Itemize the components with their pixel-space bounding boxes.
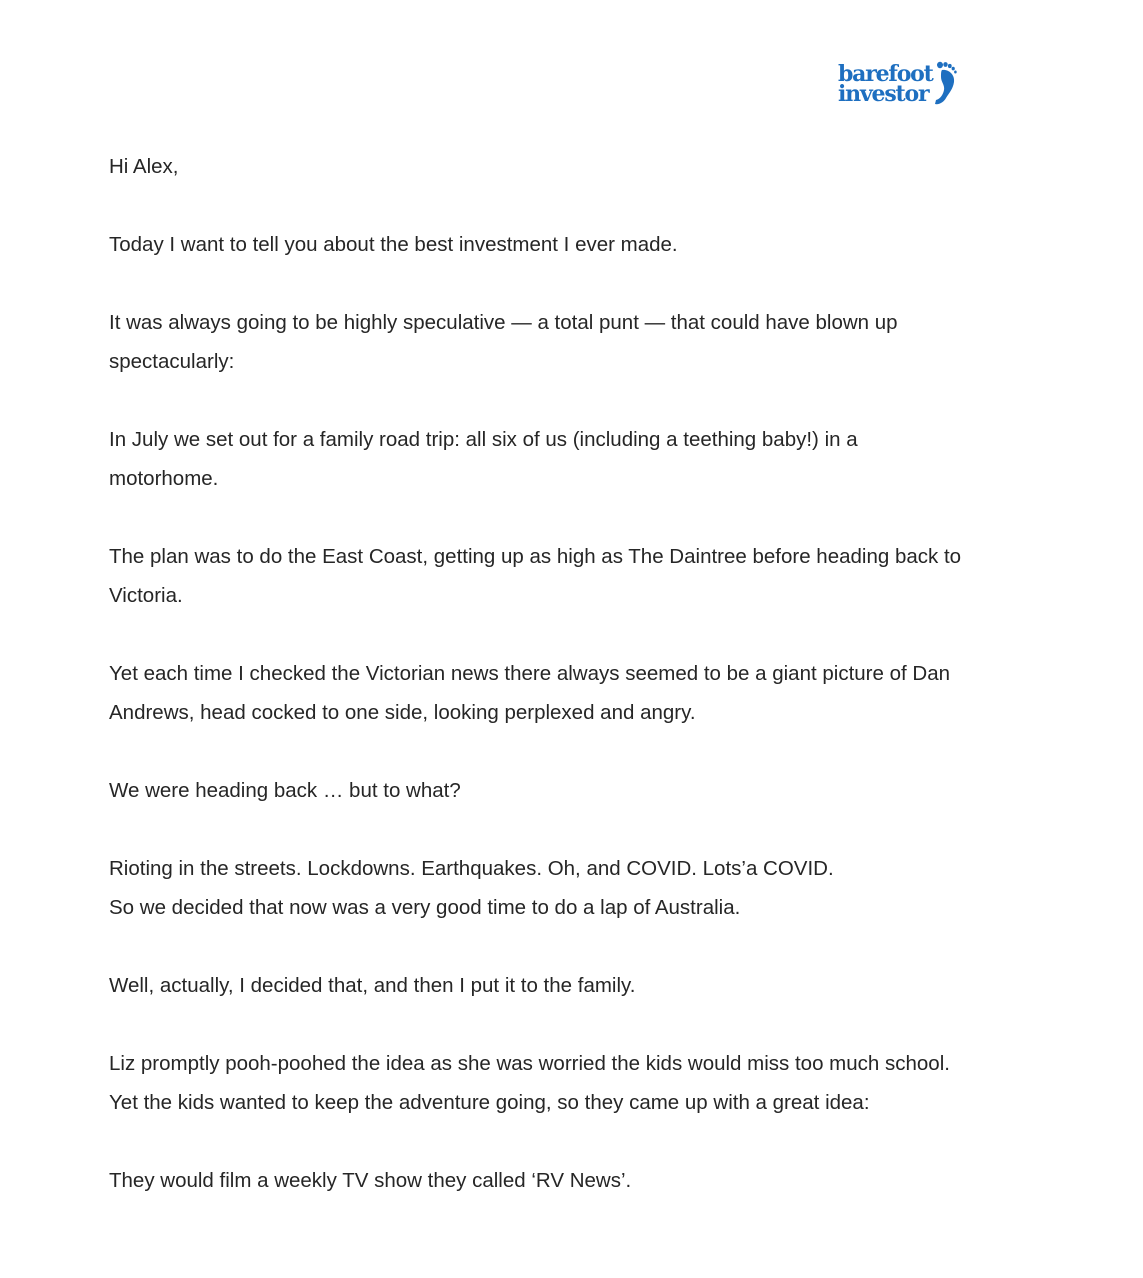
paragraph-east-coast: The plan was to do the East Coast, getting up as high as The Daintree before heading back to Victoria. (109, 545, 962, 607)
footprint-icon (934, 60, 958, 106)
paragraph-lap-of-australia: So we decided that now was a very good time to do a lap of Australia. (109, 896, 741, 919)
paragraph-rioting: Rioting in the streets. Lockdowns. Earthquakes. Oh, and COVID. Lots’a COVID. (109, 857, 834, 880)
paragraph-best-investment: Today I want to tell you about the best investment I ever made. (109, 233, 678, 256)
logo-line-investor: investor (838, 81, 929, 107)
paragraph-put-to-family: Well, actually, I decided that, and then I put it to the family. (109, 974, 636, 997)
letter-body (109, 147, 969, 1239)
paragraph-victorian-news: Yet each time I checked the Victorian news there always seemed to be a giant picture of Dan Andrews, head cocked to one side, looking perplexed and angry. (109, 662, 950, 724)
paragraph-liz-idea: Liz promptly pooh-poohed the idea as she was worried the kids would miss too much school. Yet the kids wanted to keep the adventure going, so they came up with a great idea: (109, 1052, 950, 1114)
barefoot-investor-logo (838, 60, 968, 108)
paragraph-heading-back: We were heading back … but to what? (109, 779, 461, 802)
paragraph-rv-news: They would film a weekly TV show they called ‘RV News’. (109, 1169, 632, 1192)
greeting: Hi Alex, (109, 155, 179, 178)
logo-line-barefoot: barefoot (838, 61, 933, 87)
paragraph-road-trip: In July we set out for a family road trip: all six of us (including a teething baby!) in a motorhome. (109, 428, 858, 490)
paragraph-speculative: It was always going to be highly speculative — a total punt — that could have blown up spectacularly: (109, 311, 898, 373)
logo-wordmark (838, 61, 933, 107)
